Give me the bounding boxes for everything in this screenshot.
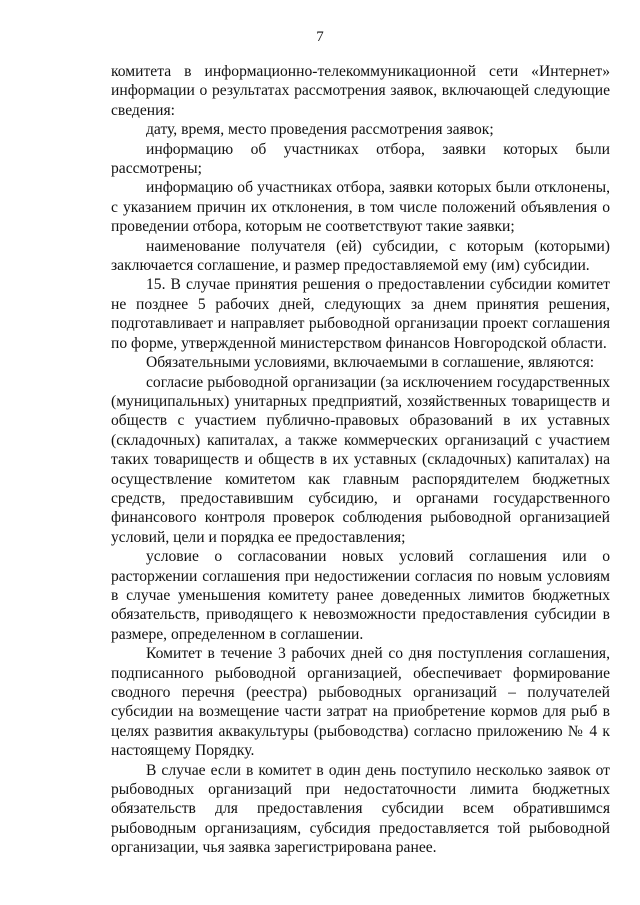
- paragraph-recipient-name: наименование получателя (ей) субсидии, с которым (которыми) заключается соглашение, и размер предоставляемой ему (им) субсидии.: [111, 237, 610, 275]
- page-number: 7: [316, 29, 324, 45]
- paragraph-publication-info: комитета в информационно-телекоммуникационной сети «Интернет» информации о результатах рассмотрения заявок, включающей следующие сведения:: [111, 63, 610, 119]
- paragraph-mandatory-conditions: Обязательными условиями, включаемыми в соглашение, являются:: [146, 354, 595, 372]
- paragraph-agreement-change-condition: условие о согласовании новых условий соглашения или о расторжении соглашения при недостижении согласия по новым условиям в случае уменьшения комитету ранее доведенных лимитов бюджетных обязательств, приводящего к невозможности предоставления субсидии в размере, определенном в соглашении.: [111, 548, 610, 643]
- document-body: [111, 62, 610, 858]
- paragraph-registry-formation: Комитет в течение 3 рабочих дней со дня поступления соглашения, подписанного рыбоводной организацией, обеспечивает формирование сводного перечня (реестра) рыбоводных организаций – получателей субсидии на возмещение части затрат на приобретение кормов для рыб в целях развития аквакультуры (рыбоводства) согласно приложению № 4 к настоящему Порядку.: [111, 645, 610, 760]
- paragraph-item-15: 15. В случае принятия решения о предоставлении субсидии комитет не позднее 5 рабочих дней, следующих за днем принятия решения, подготавливает и направляет рыбоводной организации проект соглашения по форме, утвержденной министерством финансов Новгородской области.: [111, 276, 610, 352]
- paragraph-reviewed-participants: информацию об участниках отбора, заявки которых были рассмотрены;: [111, 140, 610, 178]
- paragraph-multiple-applications: В случае если в комитет в один день поступило несколько заявок от рыбоводных организаций при недостаточности лимита бюджетных обязательств для предоставления субсидии всем обратившимся рыбоводным организациям, субсидия предоставляется той рыбоводной организации, чья заявка зарегистрирована ранее.: [111, 761, 610, 857]
- paragraph-review-date: дату, время, место проведения рассмотрения заявок;: [146, 121, 494, 139]
- paragraph-consent-condition: согласие рыбоводной организации (за исключением государственных (муниципальных) унитарных предприятий, хозяйственных товариществ и обществ с участием публично-правовых образований в их уставных (складочных) капиталах, а также коммерческих организаций с участием таких товариществ и обществ в их уставных (складочных) капиталах) на осуществление комитетом как главным распорядителем бюджетных средств, предоставившим субсидию, и органами государственного финансового контроля проверок соблюдения рыбоводной организацией условий, цели и порядка ее предоставления;: [111, 373, 610, 546]
- paragraph-rejected-participants: информацию об участниках отбора, заявки которых были отклонены, с указанием причин их отклонения, в том числе положений объявления о проведении отбора, которым не соответствуют такие заявки;: [111, 179, 610, 236]
